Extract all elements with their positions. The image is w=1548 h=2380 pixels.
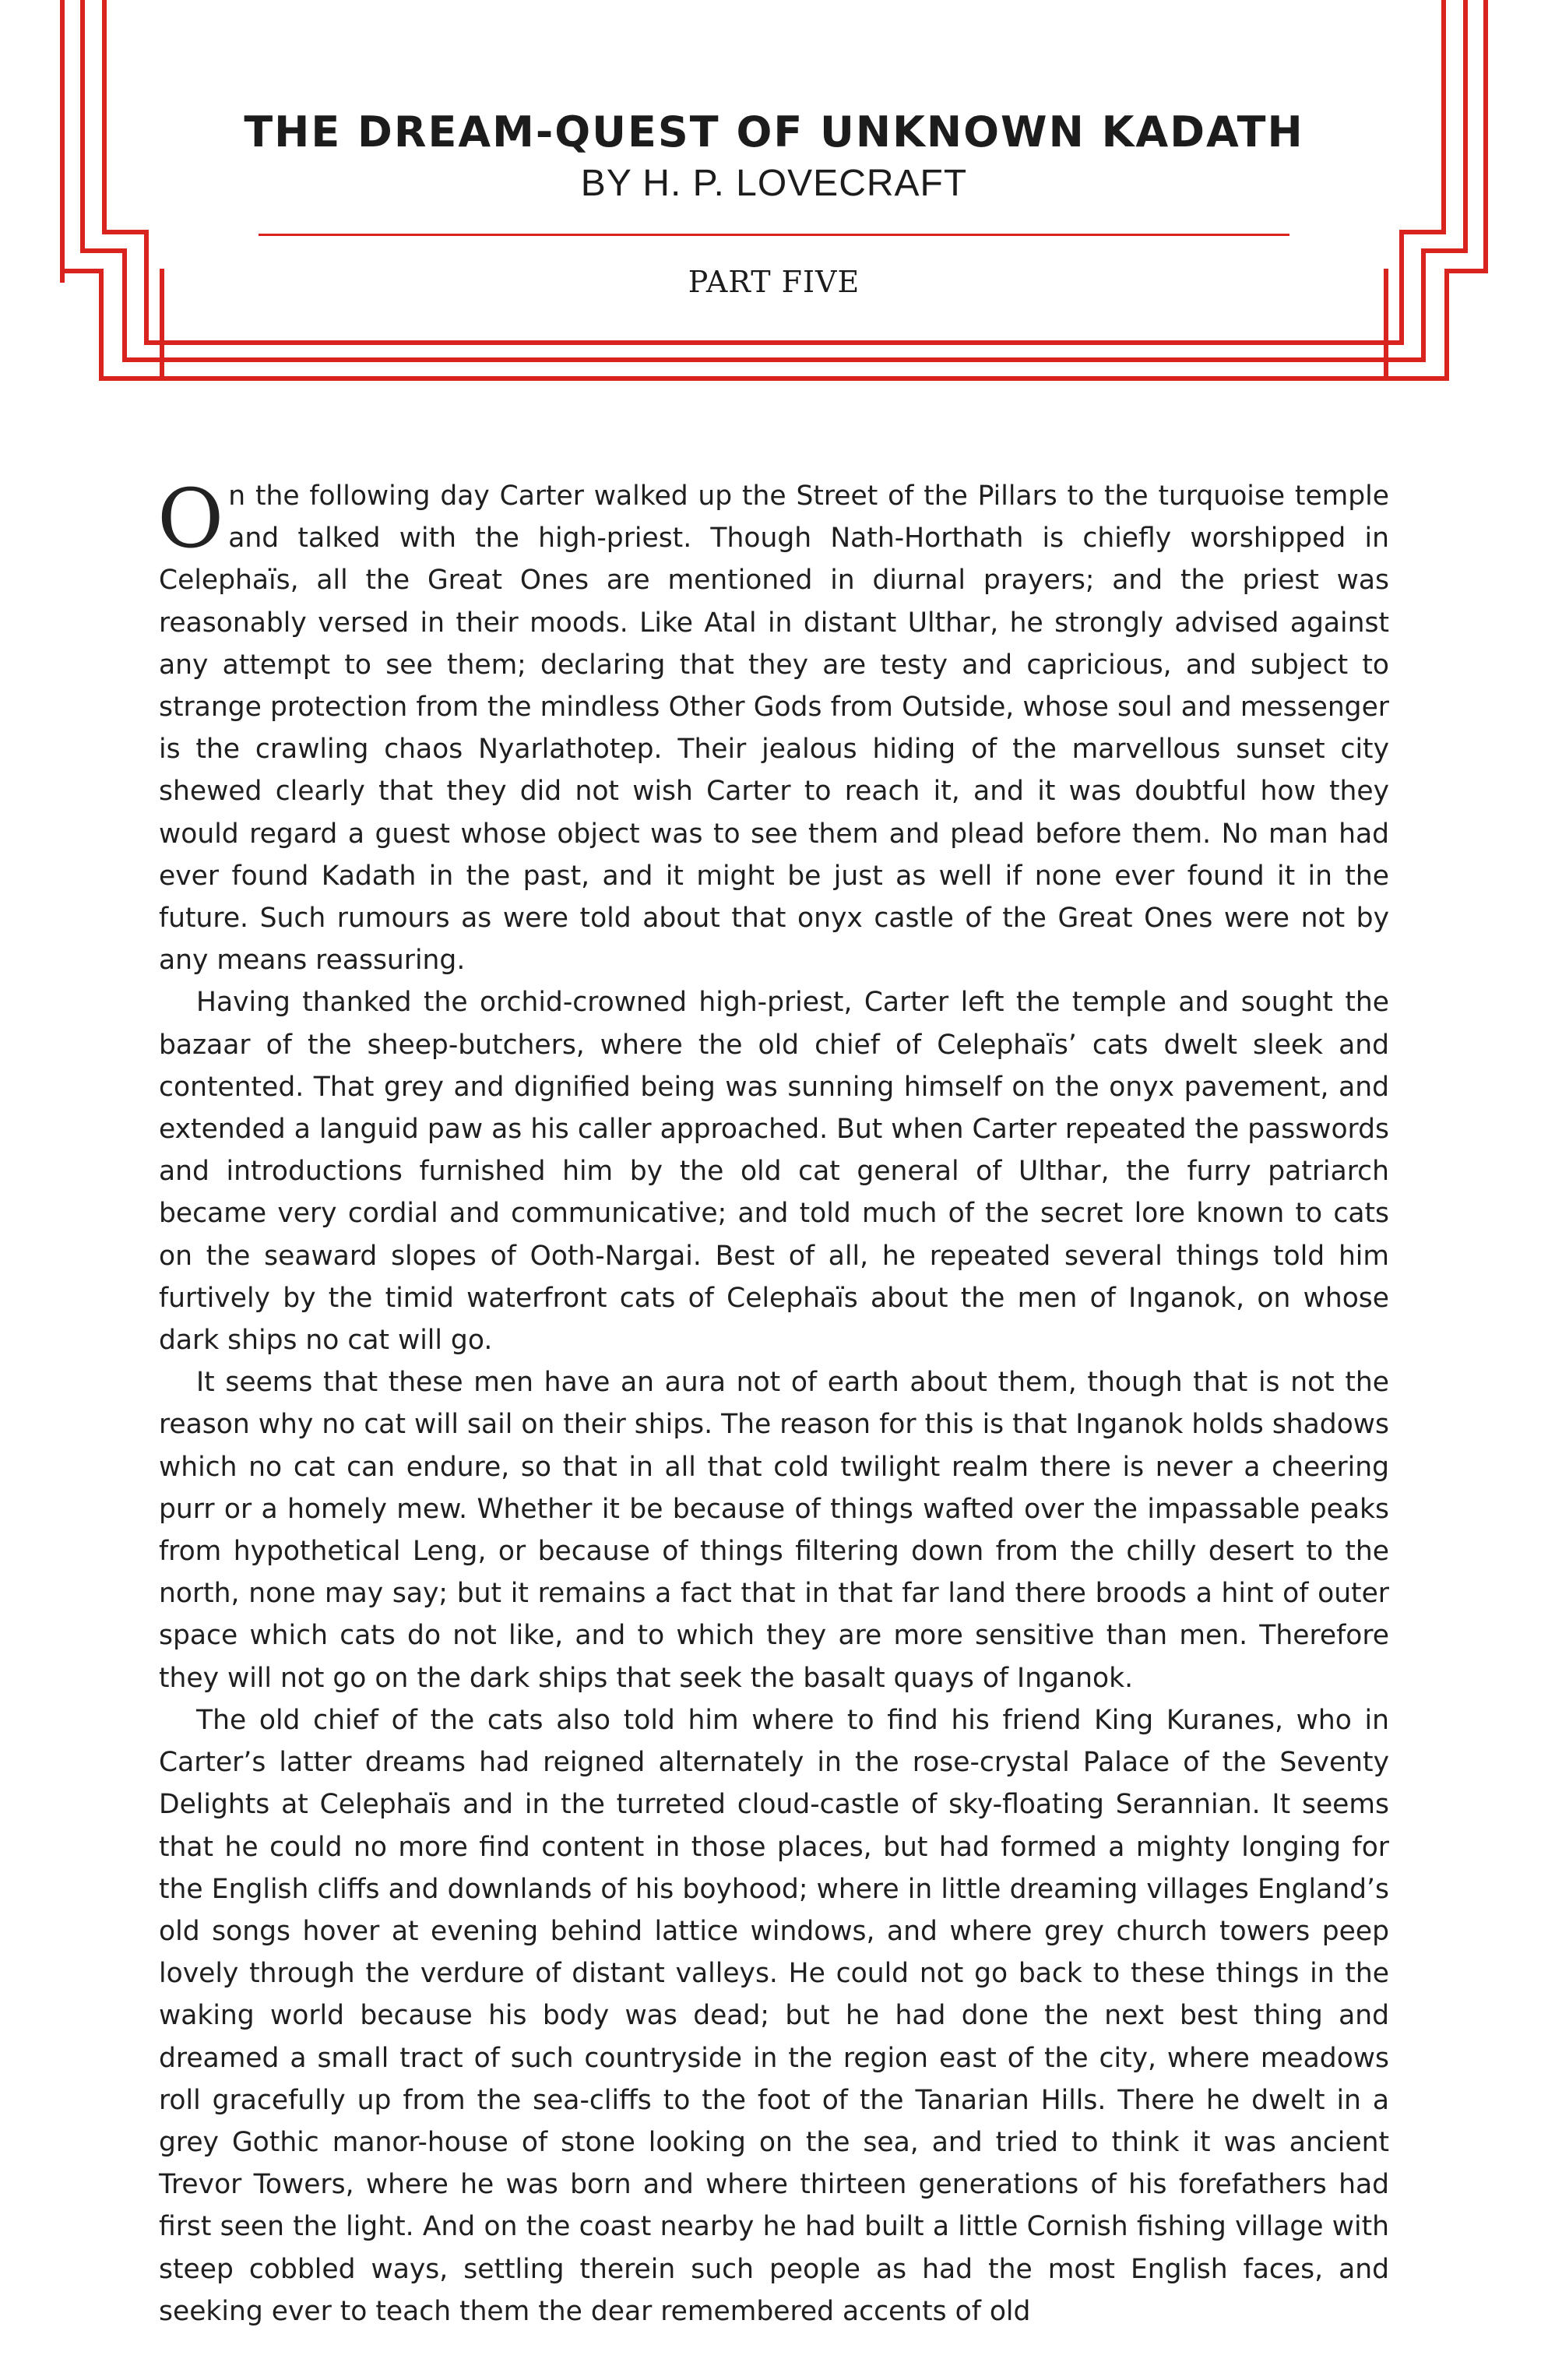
story-title: THE DREAM-QUEST OF UNKNOWN KADATH <box>244 107 1304 157</box>
paragraph: It seems that these men have an aura not of earth about them, though that is not the reason why no cat will sail on their ships. The reason for this is that Inganok holds shadows which no cat can endure, so that in all that cold twilight realm there is never a cheering purr or a homely mew. Whether it be because of things wafted over the impassable peaks from hypothetical Leng, or because of things filtering down from the chilly desert to the north, none may say; but it remains a fact that in that far land there broods a hint of outer space which cats do not like, and to which they are more sensitive than men. Therefore they will not go on the dark ships that seek the basalt quays of Inganok. <box>159 1367 1389 1694</box>
title-divider <box>259 234 1289 236</box>
paragraph: Having thanked the orchid-crowned high-priest, Carter left the temple and sought the bazaar of the sheep-butchers, where the old chief of Celephaïs’ cats dwelt sleek and contented. That grey and dignified being was sunning himself on the onyx pavement, and extended a languid paw as his caller approached. But when Carter repeated the passwords and introductions furnished him by the old cat general of Ulthar, the furry patriarch became very cordial and communicative; and told much of the secret lore known to cats on the seaward slopes of Ooth-Nargai. Best of all, he repeated several things told him furtively by the timid waterfront cats of Celephaïs about the men of Inganok, on whose dark ships no cat will go. <box>159 987 1389 1357</box>
part-heading: PART FIVE <box>688 265 860 299</box>
paragraph: The old chief of the cats also told him where to find his friend King Kuranes, who in Carter’s latter dreams had reigned alternately in the rose-crystal Palace of the Seventy Delights at Celephaïs and in the turreted cloud-castle of sky-floating Serannian. It seems that he could no more find content in those places, but had formed a mighty longing for the English cliffs and downlands of his boyhood; where in little dreaming villages England’s old songs hover at evening behind lattice windows, and where grey church towers peep lovely through the verdure of distant valleys. He could not go back to these things in the waking world because his body was dead; but he had done the next best thing and dreamed a small tract of such countryside in the region east of the city, where meadows roll gracefully up from the sea-cliffs to the foot of the Tanarian Hills. There he dwelt in a grey Gothic manor-house of stone looking on the sea, and tried to think it was ancient Trevor Towers, where he was born and where thirteen generations of his forefathers had first seen the light. And on the coast nearby he had built a little Cornish fishing village with steep cobbled ways, settling therein such people as had the most English faces, and seeking ever to teach them the dear remembered accents of old <box>159 1704 1389 2327</box>
paragraph-text: n the following day Carter walked up the Street of the Pillars to the turquoise temple and talked with the high-priest. Though Nath-Horthath is chiefly worshipped in Celephaïs, all the Great Ones are mentioned in diurnal prayers; and the priest was reasonably versed in their moods. Like Atal in distant Ulthar, he strongly advised against any attempt to see them; declaring that they are testy and capricious, and subject to strange protection from the mindless Other Gods from Outside, whose soul and messenger is the crawling chaos Nyarlathotep. Their jealous hiding of the marvellous sunset city shewed clearly that they did not wish Carter to reach it, and it was doubtful how they would regard a guest whose object was to see them and plead before them. No man had ever found Kadath in the past, and it might be just as well if none ever found it in the future. Such rumours as were told about that onyx castle of the Great Ones were not by any means reassuring. <box>159 481 1389 977</box>
paragraph <box>157 471 1389 981</box>
drop-cap: O <box>157 471 224 566</box>
author-byline: BY H. P. LOVECRAFT <box>580 163 968 204</box>
story-body <box>157 471 1389 2332</box>
